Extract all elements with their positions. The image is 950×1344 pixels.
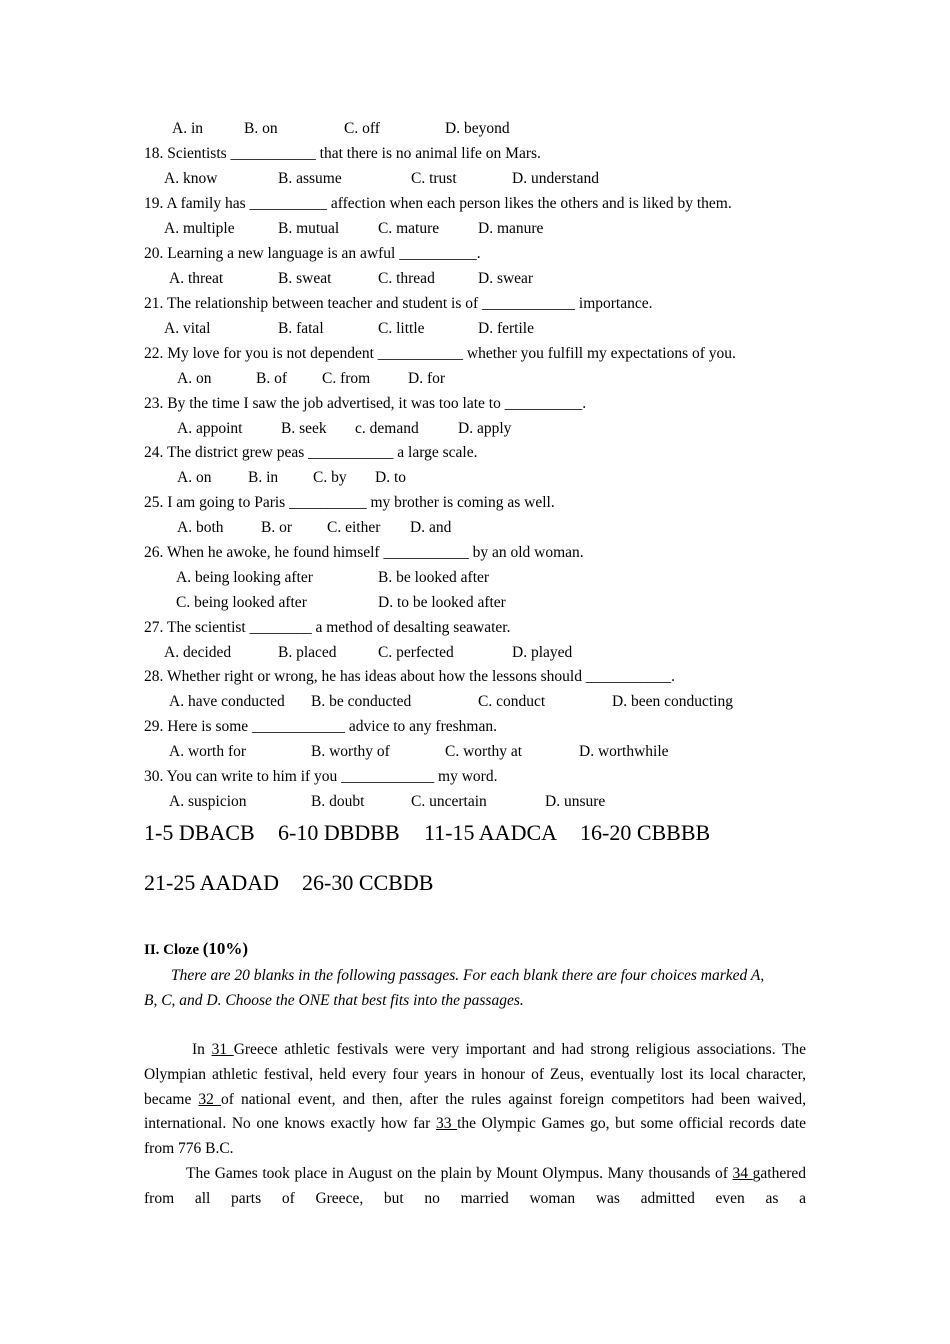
q23-option-a: A. appoint xyxy=(177,420,243,437)
q29-option-b: B. worthy of xyxy=(311,743,390,760)
q19-option-a: A. multiple xyxy=(164,220,235,237)
question-19-stem: 19. A family has __________ affection when each person likes the others and is liked by them. xyxy=(144,195,732,212)
q29-option-d: D. worthwhile xyxy=(579,743,669,760)
q19-option-b: B. mutual xyxy=(278,220,340,237)
answer-key-11-15: 11-15 AADCA xyxy=(424,820,558,845)
blank-32[interactable]: 32 xyxy=(198,1090,222,1108)
cloze-percent: (10%) xyxy=(202,939,249,958)
q28-option-d: D. been conducting xyxy=(612,693,733,710)
question-26-stem: 26. When he awoke, he found himself ___________ by an old woman. xyxy=(144,544,584,561)
question-21-stem: 21. The relationship between teacher and student is of ____________ importance. xyxy=(144,295,653,312)
q28-option-b: B. be conducted xyxy=(311,693,412,710)
q30-option-a: A. suspicion xyxy=(169,793,247,810)
q30-option-c: C. uncertain xyxy=(411,793,487,810)
q17-option-d: D. beyond xyxy=(445,120,510,137)
cloze-instructions-line-2: B, C, and D. Choose the ONE that best fits into the passages. xyxy=(144,992,524,1009)
question-30-stem: 30. You can write to him if you ____________ my word. xyxy=(144,768,498,785)
q24-option-c: C. by xyxy=(313,469,347,486)
question-20-stem: 20. Learning a new language is an awful __________. xyxy=(144,245,481,262)
q18-option-b: B. assume xyxy=(278,170,342,187)
question-22-stem: 22. My love for you is not dependent ___________ whether you fulfill my expectations of you. xyxy=(144,345,736,362)
question-25-stem: 25. I am going to Paris __________ my brother is coming as well. xyxy=(144,494,555,511)
q22-option-a: A. on xyxy=(177,370,212,387)
q27-option-d: D. played xyxy=(512,644,573,661)
q30-option-b: B. doubt xyxy=(311,793,365,810)
answer-key-21-25: 21-25 AADAD xyxy=(144,870,280,895)
q22-option-d: D. for xyxy=(408,370,446,387)
q29-option-a: A. worth for xyxy=(169,743,247,760)
paragraph-2-part-2: gathered from all parts of Greece, but no married woman was admitted even as a xyxy=(144,1165,806,1207)
question-24-stem: 24. The district grew peas ___________ a large scale. xyxy=(144,444,478,461)
q23-option-b: B. seek xyxy=(281,420,327,437)
q23-option-d: D. apply xyxy=(458,420,512,437)
q24-option-b: B. in xyxy=(248,469,279,486)
paragraph-1-start: In xyxy=(192,1041,205,1058)
q24-option-d: D. to xyxy=(375,469,406,486)
blank-33[interactable]: 33 xyxy=(435,1115,458,1133)
cloze-title-text: II. Cloze xyxy=(144,942,199,958)
q20-option-b: B. sweat xyxy=(278,270,332,287)
q25-option-c: C. either xyxy=(327,519,381,536)
paragraph-1-part-2: Greece athletic festivals were very important and had strong religious associations. The Olympian athletic festival, held every four years in honour of Zeus, eventually lost its local character, became xyxy=(144,1041,807,1108)
answer-key-6-10: 6-10 DBDBB xyxy=(278,820,400,845)
question-27-stem: 27. The scientist ________ a method of desalting seawater. xyxy=(144,619,511,636)
q22-option-b: B. of xyxy=(256,370,287,387)
q18-option-a: A. know xyxy=(164,170,218,187)
paragraph-1-part-4: the Olympic Games go, but some official records date from 776 B.C. xyxy=(144,1115,807,1158)
q22-option-c: C. from xyxy=(322,370,371,387)
q20-option-a: A. threat xyxy=(169,270,224,287)
q23-option-c: c. demand xyxy=(355,420,419,437)
answer-key-16-20: 16-20 CBBBB xyxy=(580,820,711,845)
q25-option-b: B. or xyxy=(261,519,292,536)
q26-option-b: B. be looked after xyxy=(378,569,490,586)
q25-option-a: A. both xyxy=(177,519,224,536)
q18-option-c: C. trust xyxy=(411,170,457,187)
q20-option-c: C. thread xyxy=(378,270,435,287)
q17-option-c: C. off xyxy=(344,120,380,137)
q28-option-a: A. have conducted xyxy=(169,693,285,710)
q20-option-d: D. swear xyxy=(478,270,534,287)
question-23-stem: 23. By the time I saw the job advertised, it was too late to __________. xyxy=(144,395,587,412)
cloze-instructions-line-1: There are 20 blanks in the following passages. For each blank there are four choices marked A, xyxy=(171,967,765,984)
q26-option-c: C. being looked after xyxy=(176,594,307,611)
blank-34[interactable]: 34 xyxy=(732,1165,753,1182)
q27-option-b: B. placed xyxy=(278,644,337,661)
q27-option-c: C. perfected xyxy=(378,644,454,661)
cloze-paragraph-2 xyxy=(144,1162,806,1212)
q25-option-d: D. and xyxy=(410,519,452,536)
q19-option-d: D. manure xyxy=(478,220,544,237)
q26-option-d: D. to be looked after xyxy=(378,594,506,611)
q21-option-c: C. little xyxy=(378,320,425,337)
q29-option-c: C. worthy at xyxy=(445,743,523,760)
paragraph-2-start: The Games took place in August on the plain by Mount Olympus. Many thousands of xyxy=(186,1165,728,1182)
q30-option-d: D. unsure xyxy=(545,793,606,810)
answer-key-1-5: 1-5 DBACB xyxy=(144,820,255,845)
q18-option-d: D. understand xyxy=(512,170,599,187)
blank-31[interactable]: 31 xyxy=(211,1041,234,1058)
answer-key-26-30: 26-30 CCBDB xyxy=(302,870,434,895)
q21-option-d: D. fertile xyxy=(478,320,534,337)
question-29-stem: 29. Here is some ____________ advice to any freshman. xyxy=(144,718,497,735)
q17-option-b: B. on xyxy=(244,120,278,137)
q21-option-b: B. fatal xyxy=(278,320,324,337)
cloze-paragraph-1 xyxy=(144,1038,806,1162)
q19-option-c: C. mature xyxy=(378,220,440,237)
q26-option-a: A. being looking after xyxy=(176,569,313,586)
question-28-stem: 28. Whether right or wrong, he has ideas about how the lessons should ___________. xyxy=(144,668,675,685)
q27-option-a: A. decided xyxy=(164,644,232,661)
q24-option-a: A. on xyxy=(177,469,212,486)
q28-option-c: C. conduct xyxy=(478,693,546,710)
q17-option-a: A. in xyxy=(172,120,203,137)
cloze-section-title xyxy=(144,939,248,960)
question-18-stem: 18. Scientists ___________ that there is no animal life on Mars. xyxy=(144,145,541,162)
paragraph-1-part-3: of national event, and then, after the rules against foreign competitors had been waived, international. No one knows exactly how far xyxy=(144,1090,806,1133)
q21-option-a: A. vital xyxy=(164,320,211,337)
